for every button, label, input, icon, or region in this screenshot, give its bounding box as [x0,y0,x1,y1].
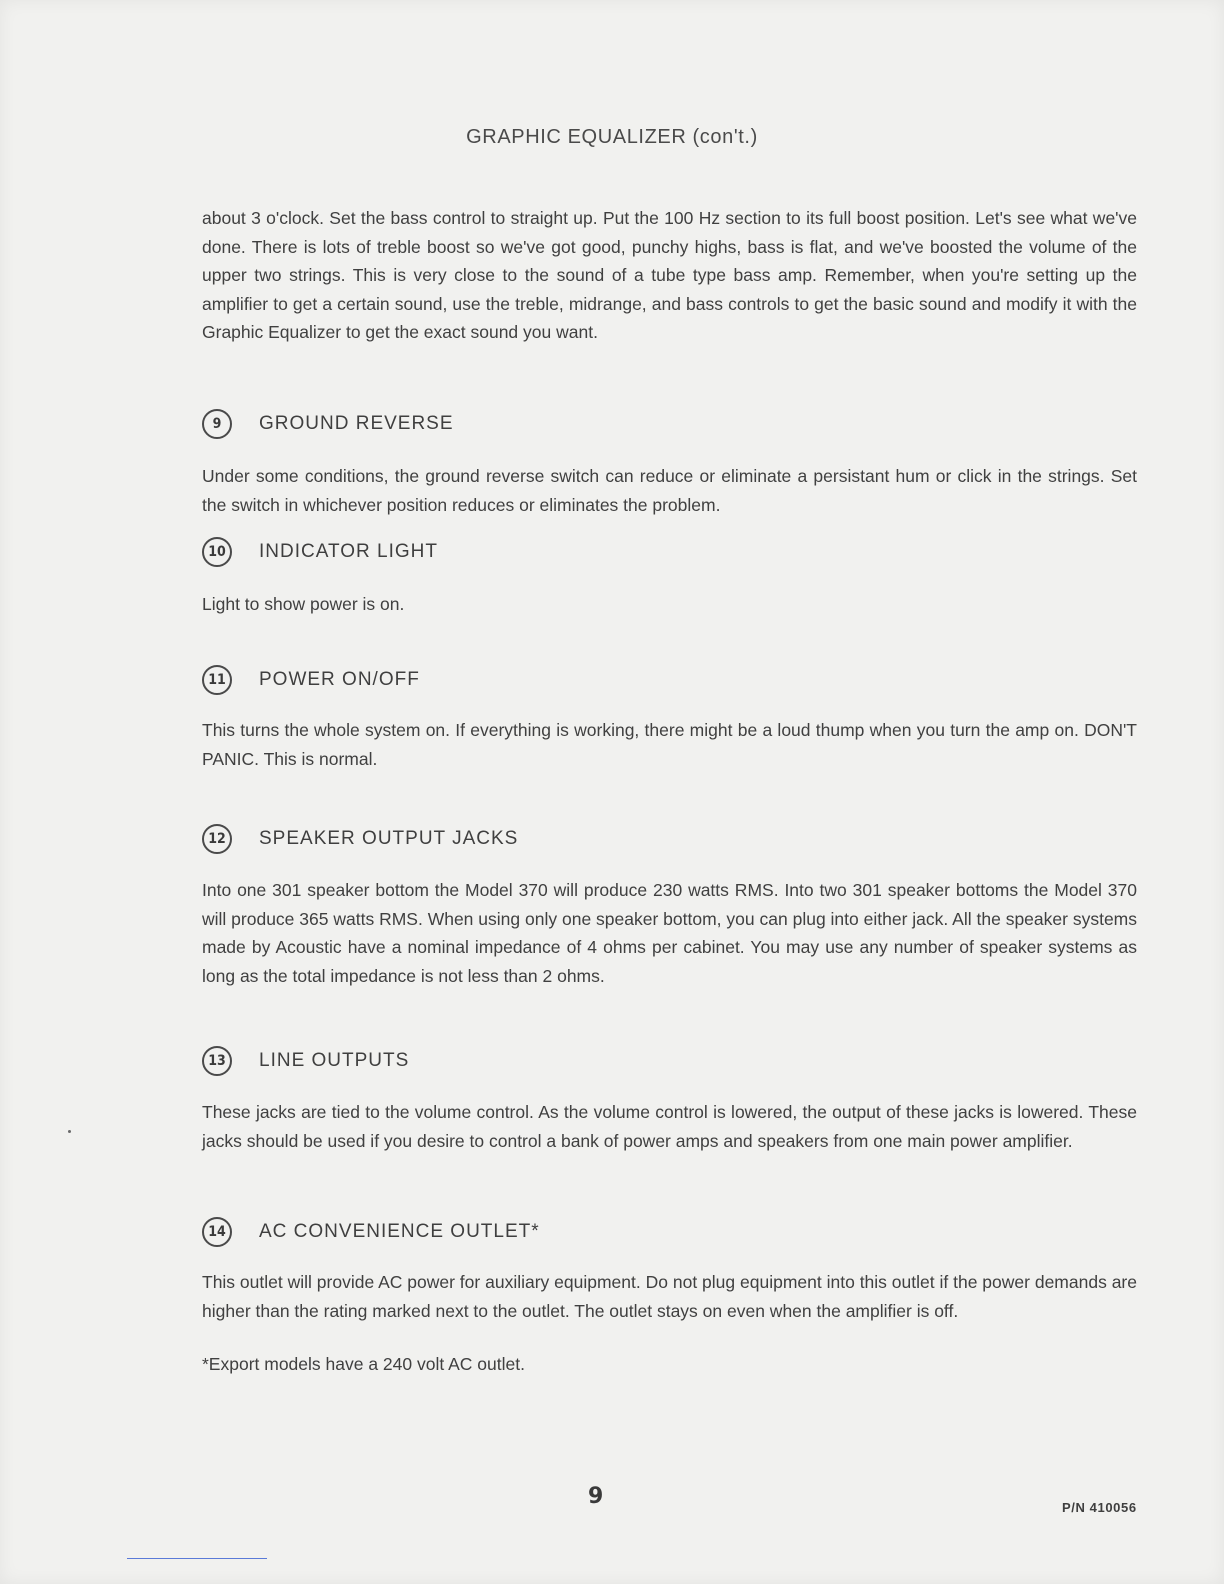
section-speaker-output-body: Into one 301 speaker bottom the Model 370 will produce 230 watts RMS. Into two 301 speaker bottoms the Model 370 will produce 365 watts RMS. When using only one speaker bottom, you can plug into either jack. All the speaker systems made by Acoustic have a nominal impedance of 4 ohms per cabinet. You may use any number of speaker systems as long as the total impedance is not less than 2 ohms. [202,880,1137,986]
scan-artifact-line [127,1558,267,1559]
section-indicator-light-body: Light to show power is on. [202,594,405,614]
section-ac-outlet-header [202,1215,540,1249]
section-title: SPEAKER OUTPUT JACKS [259,828,519,849]
section-indicator-light-header [202,535,438,569]
section-title: LINE OUTPUTS [259,1050,410,1071]
section-number-badge: 12 [202,824,232,854]
section-power-onoff-body: This turns the whole system on. If everything is working, there might be a loud thump when you turn the amp on. DON'T PANIC. This is normal. [202,720,1137,769]
section-line-outputs-header [202,1044,409,1078]
section-title: AC CONVENIENCE OUTLET* [259,1221,540,1242]
section-number-badge: 14 [202,1217,232,1247]
scan-speck [68,1130,71,1133]
section-number-badge: 10 [202,537,232,567]
section-line-outputs-body: These jacks are tied to the volume control. As the volume control is lowered, the output of these jacks is lowered. These jacks should be used if you desire to control a bank of power amps and speakers from one main power amplifier. [202,1102,1137,1151]
section-title: GROUND REVERSE [259,413,454,434]
section-power-onoff-header [202,663,420,697]
section-ground-reverse-body: Under some conditions, the ground reverse switch can reduce or eliminate a persistant hum or click in the strings. Set the switch in whichever position reduces or eliminates the problem. [202,466,1137,515]
section-number-badge: 9 [202,409,232,439]
part-number: P/N 410056 [1062,1500,1137,1515]
section-speaker-output-header [202,822,518,856]
intro-paragraph: about 3 o'clock. Set the bass control to straight up. Put the 100 Hz section to its full boost position. Let's see what we've done. There is lots of treble boost so we've got good, punchy highs, bass is flat, and we've boosted the volume of the upper two strings. This is very close to the sound of a tube type bass amp. Remember, when you're setting up the amplifier to get a certain sound, use the treble, midrange, and bass controls to get the basic sound and modify it with the Graphic Equalizer to get the exact sound you want. [202,208,1137,342]
section-title: INDICATOR LIGHT [259,541,438,562]
page-number: 9 [588,1484,604,1509]
section-ac-outlet-footnote: *Export models have a 240 volt AC outlet. [202,1354,525,1374]
section-title: POWER ON/OFF [259,669,420,690]
section-number-badge: 13 [202,1046,232,1076]
section-ac-outlet-body: This outlet will provide AC power for auxiliary equipment. Do not plug equipment into this outlet if the power demands are higher than the rating marked next to the outlet. The outlet stays on even when the amplifier is off. [202,1272,1137,1321]
section-ground-reverse-header [202,407,454,441]
page-title: GRAPHIC EQUALIZER (con't.) [466,126,758,148]
section-number-badge: 11 [202,665,232,695]
